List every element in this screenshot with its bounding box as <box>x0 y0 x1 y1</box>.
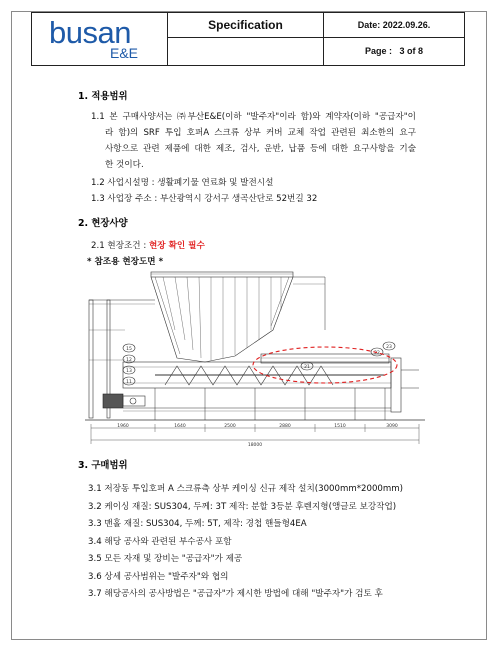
item-1-1-line-1: 1.1 본 구매사양서는 ㈜부산E&E(이하 "발주자"이라 함)와 계약자(이하 "공급자"이 <box>91 112 416 122</box>
document-title: Specification <box>168 13 323 38</box>
page-number <box>324 37 464 65</box>
item-2-1 <box>91 240 205 252</box>
item-3-2: 3.2 케이싱 재질: SUS304, 두께: 3T 제작: 분할 3등분 후렌지형(앵글로 보강작업) <box>88 502 397 512</box>
document-header <box>31 12 465 66</box>
callout-13: 13 <box>126 369 132 374</box>
dim-total: 18000 <box>247 443 263 448</box>
callout-23: 23 <box>386 345 392 350</box>
page-value: 3 of 8 <box>399 46 424 56</box>
dim-6: 3090 <box>386 424 398 429</box>
item-1-2: 1.2 사업시설명 : 생활폐기물 연료화 및 발전시설 <box>91 178 274 188</box>
item-1-1-line-4: 한 것이다. <box>105 160 144 170</box>
section-2-heading: 2. 현장사양 <box>78 218 128 229</box>
section-1-heading: 1. 적용범위 <box>78 91 128 102</box>
site-drawing <box>85 270 425 450</box>
callout-22: 22 <box>374 351 380 356</box>
item-3-5: 3.5 모든 자재 및 장비는 "공급자"가 제공 <box>88 554 243 564</box>
highlight-ellipse <box>253 347 397 383</box>
logo-main-text: busan <box>49 15 131 50</box>
item-3-6: 3.6 상세 공사범위는 "발주자"와 협의 <box>88 572 229 582</box>
item-3-7: 3.7 해당공사의 공사방법은 "공급자"가 제시한 방법에 대해 "발주자"가 검토 후 <box>88 589 383 599</box>
callout-11: 11 <box>126 380 132 385</box>
item-3-1: 3.1 저장동 투입호퍼 A 스크류측 상부 케이싱 신규 제작 설치(3000mm*2000mm) <box>88 484 403 494</box>
section-3-heading: 3. 구매범위 <box>78 460 128 471</box>
reference-drawing-note: * 참조용 현장도면 * <box>87 257 164 267</box>
item-2-1-label: 2.1 현장조건 : <box>91 241 149 251</box>
callout-12: 12 <box>126 358 132 363</box>
dim-5: 1510 <box>334 424 346 429</box>
document-date: Date: 2022.09.26. <box>324 13 464 38</box>
item-1-3: 1.3 사업장 주소 : 부산광역시 강서구 생곡산단로 52번길 32 <box>91 194 318 204</box>
title-cell <box>168 13 324 65</box>
meta-cell <box>324 13 464 65</box>
site-check-required: 현장 확인 필수 <box>148 241 205 251</box>
dim-4: 2880 <box>279 424 291 429</box>
item-1-1-line-2: 라 함)의 SRF 투입 호퍼A 스크류 상부 커버 교체 작업 관련된 최소한의 요구 <box>105 128 416 138</box>
dim-1: 1960 <box>117 424 129 429</box>
item-3-3: 3.3 맨홀 재질: SUS304, 두께: 5T, 제작: 경첩 핸들형4EA <box>88 519 307 529</box>
dim-2: 1640 <box>174 424 186 429</box>
dim-3: 2500 <box>224 424 236 429</box>
logo-sub-text: E&E <box>110 45 139 61</box>
company-logo <box>32 13 168 65</box>
callout-15: 15 <box>126 347 132 352</box>
page-label: Page : <box>364 46 392 56</box>
item-1-1-line-3: 사항으로 관련 제품에 대한 제조, 검사, 운반, 납품 등에 대한 요구사항을 기술 <box>105 144 416 154</box>
item-3-4: 3.4 해당 공사와 관련된 부수공사 포함 <box>88 537 232 547</box>
callout-21: 21 <box>304 365 310 370</box>
